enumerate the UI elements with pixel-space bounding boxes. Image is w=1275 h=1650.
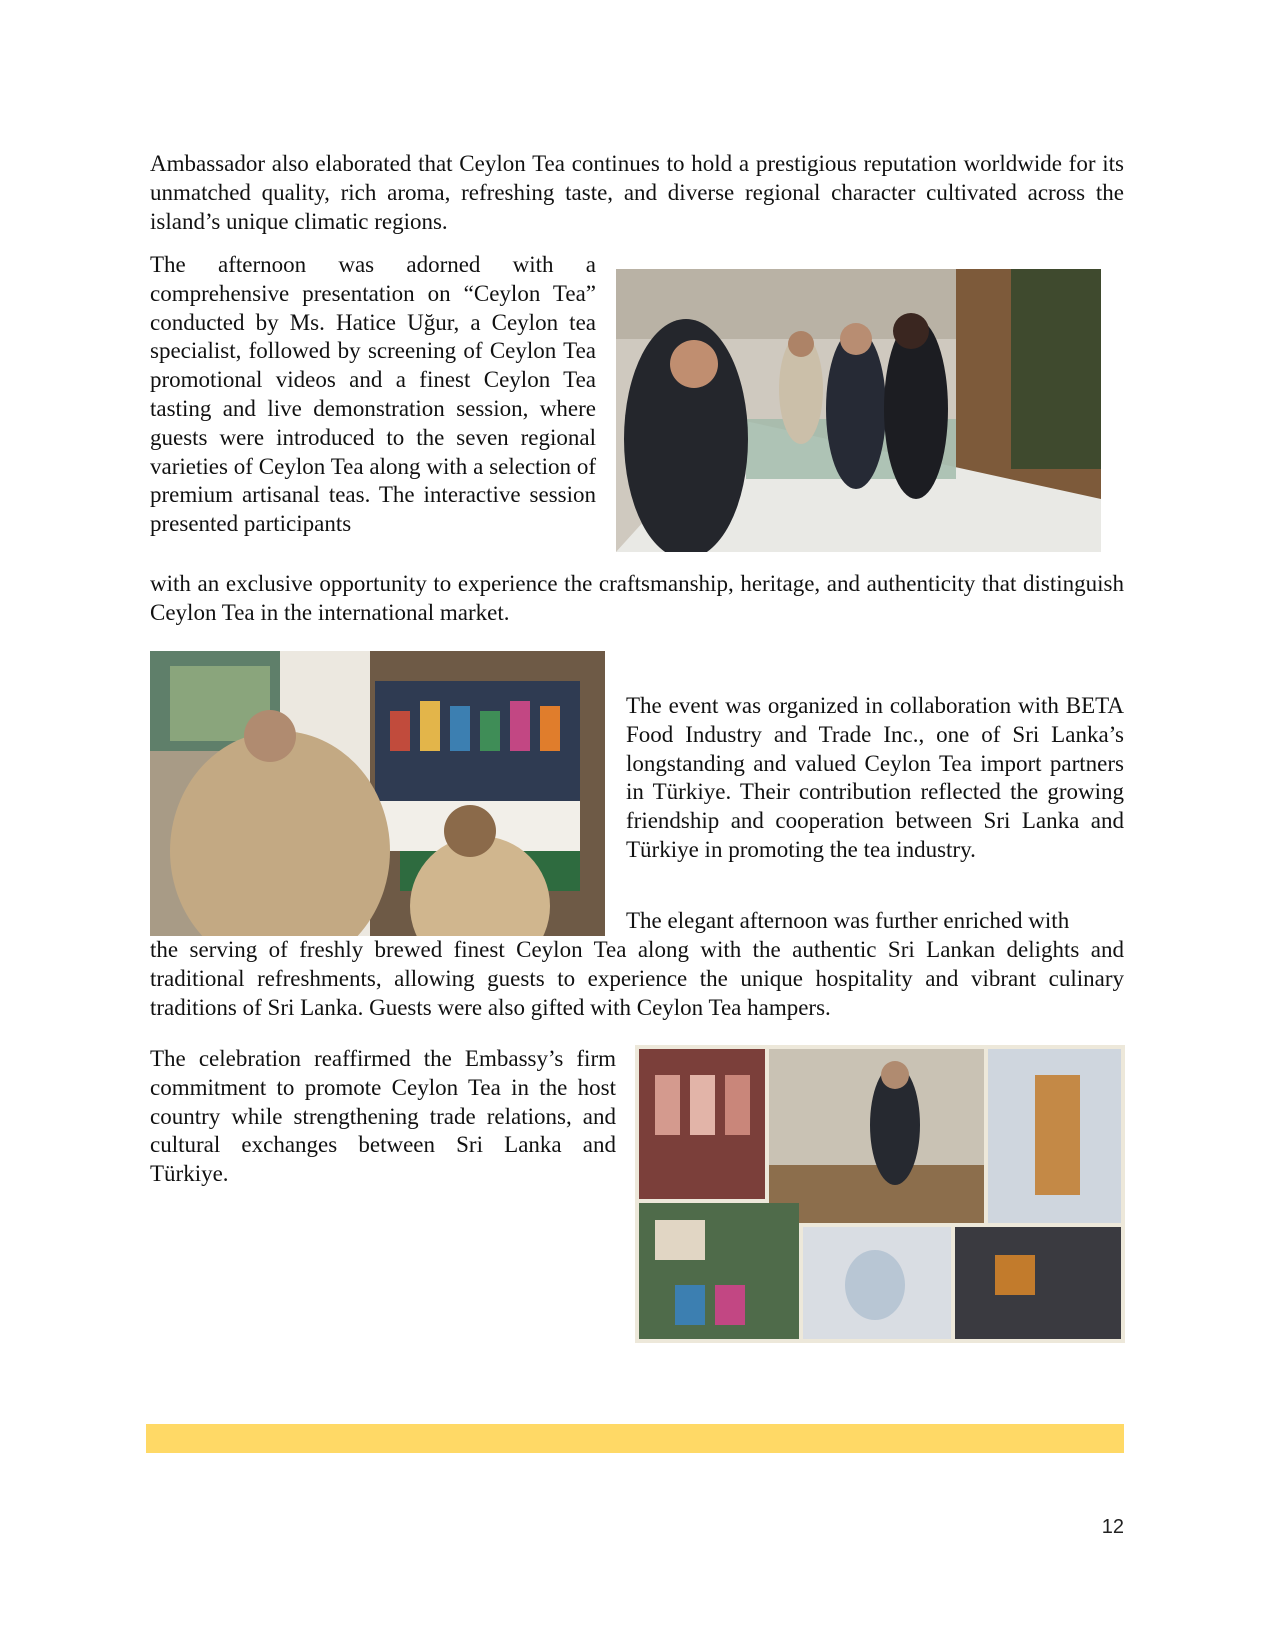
footer-accent-bar	[146, 1424, 1124, 1453]
photo-collage	[635, 1045, 1125, 1343]
paragraph-refreshments-wrapped: The elegant afternoon was further enriched with	[626, 908, 1070, 933]
paragraph-ambassador: Ambassador also elaborated that Ceylon Tea continues to hold a prestigious reputation worldwide for its unmatched quality, rich aroma, refreshing taste, and diverse regional character cultivated across the island’s unique climatic regions.	[150, 151, 1124, 234]
paragraph-refreshments-full: the serving of freshly brewed finest Ceylon Tea along with the authentic Sri Lankan delights and traditional refreshments, allowing guests to experience the unique hospitality and vibrant culinary traditions of Sri Lanka. Guests were also gifted with Ceylon Tea hampers.	[150, 937, 1124, 1020]
paragraph-collaboration: The event was organized in collaboration with BETA Food Industry and Trade Inc., one of Sri Lanka’s longstanding and valued Ceylon Tea import partners in Türkiye. Their contribution reflected the growing friendship and cooperation between Sri Lanka and Türkiye in promoting the tea industry.	[626, 693, 1124, 862]
photo-tea-display	[150, 651, 605, 936]
paragraph-presentation-wrapped: The afternoon was adorned with a comprehensive presentation on “Ceylon Tea” conducted by Ms. Hatice Uğur, a Ceylon tea specialist, followed by screening of Ceylon Tea promotional videos and a finest Ceylon Tea tasting and live demonstration session, where guests were introduced to the seven regional varieties of Ceylon Tea along with a selection of premium artisanal teas. The interactive session presented participants	[150, 252, 596, 537]
paragraph-presentation-full: with an exclusive opportunity to experience the craftsmanship, heritage, and authenticity that distinguish Ceylon Tea in the international market.	[150, 571, 1124, 625]
paragraph-celebration: The celebration reaffirmed the Embassy’s firm commitment to promote Ceylon Tea in the host country while strengthening trade relations, and cultural exchanges between Sri Lanka and Türkiye.	[150, 1046, 616, 1187]
page-number: 12	[1101, 1516, 1124, 1538]
photo-tea-tasting	[616, 269, 1101, 552]
